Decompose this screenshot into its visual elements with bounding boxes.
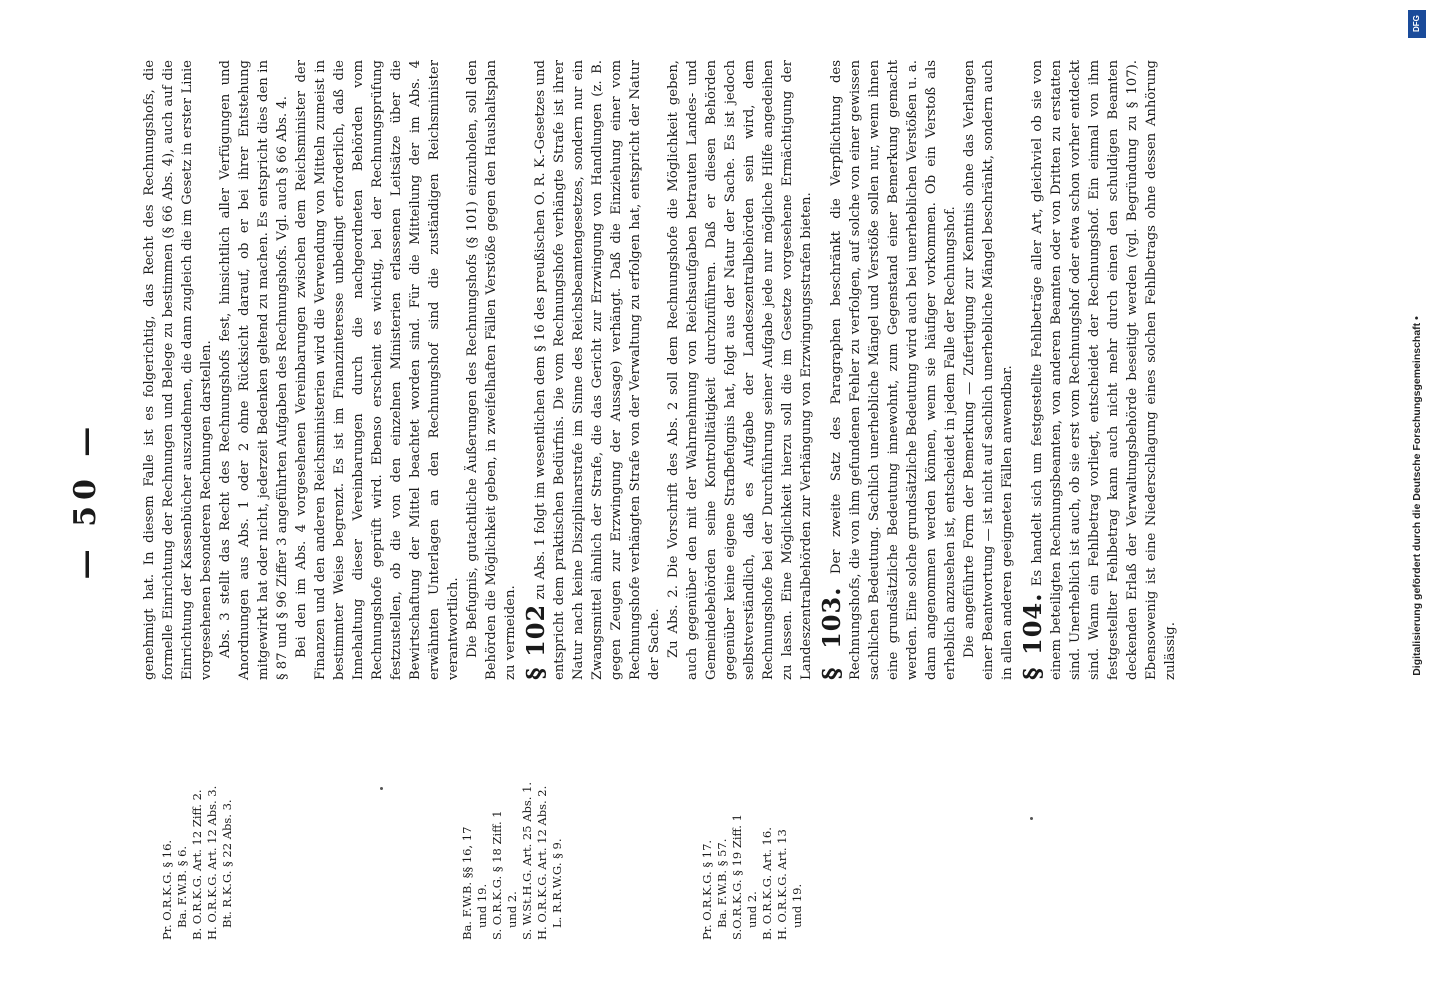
section-102 <box>521 60 816 680</box>
margin-note-line: H. O.R.K.G. Art. 12 Abs. 2. <box>535 785 549 940</box>
margin-note-line: S. O.R.K.G. § 18 Ziff. 1 <box>490 810 504 940</box>
paragraph: Die Befugnis, gutachtliche Äußerungen des Rechnungshofs (§ 101) einzuholen, soll den Behörden die Möglichkeit geben, in zweifelhaften Fällen Verstöße gegen den Haushaltsplan zu vermeiden. <box>465 60 518 680</box>
main-text <box>140 60 1180 680</box>
margin-note-line: Pr. O.R.K.G. § 16. <box>160 839 174 940</box>
margin-note-line: und 19. <box>790 883 804 928</box>
dfg-attribution-strip <box>1400 0 1434 1000</box>
paragraph: Die angeführte Form der Bemerkung — Zufertigung zur Kenntnis ohne das Verlangen einer Beantwortung — ist nicht auf sachlich unerhebliche Mängel beschränkt, sondern auch in allen anderen geeigneten Fällen anwendbar. <box>962 60 1015 680</box>
dfg-logo-icon: DFG <box>1408 10 1426 38</box>
section-heading: § 104. <box>1018 592 1047 680</box>
margin-note-line: H. O.R.K.G. Art. 13 <box>775 829 789 940</box>
margin-note-group-103 <box>460 710 565 940</box>
margin-note-line: H. O.R.K.G. Art. 12 Abs. 3. <box>205 785 219 940</box>
paragraph: Abs. 3 stellt das Recht des Rechnungshofs fest, hinsichtlich aller Verfügungen und Anordnungen aus Abs. 1 oder 2 ohne Rücksicht darauf, ob er bei ihrer Entstehung mitgewirkt hat oder nicht, jederzeit Bedenken geltend zu machen. Es entspricht dies den in § 87 und § 96 Ziffer 3 angeführten Aufgaben des Rechnungshofs. Vgl. auch § 66 Abs. 4. <box>218 60 290 680</box>
speck-mark <box>1030 817 1033 820</box>
margin-note-group-104 <box>700 710 805 940</box>
dfg-caption: Digitalisierung gefördert durch die Deutsche Forschungsgemeinschaft • <box>1411 316 1423 676</box>
margin-note-line: Ba. F.W.B. §§ 16, 17 <box>460 826 474 940</box>
paragraph: Der zweite Satz des Paragraphen beschränkt die Verpflichtung des Rechnungshofs, die von ihm gefundenen Fehler zu verfolgen, auf solche von einer gewissen sachlichen Bedeutung. Sachlich unerhebliche Mängel und Verstöße sollen nur, wenn ihnen eine grundsätzliche Bedeutung innewohnt, zum Gegenstand einer Bemerkung gemacht werden. Eine solche grundsätzliche Bedeutung wird auch bei unerheblichen Verstößen u. a. dann angenommen werden können, wenn sie häufiger vorkommen. Ob ein Verstoß als erheblich anzusehen ist, entscheidet in jedem Falle der Rechnungshof. <box>829 60 958 680</box>
paragraph: Bei den im Abs. 4 vorgesehenen Vereinbarungen zwischen dem Reichsminister der Finanzen und den anderen Reichsministerien wird die Verwendung von Mitteln zumeist in bestimmter Weise begrenzt. Es ist im Finanzinteresse unbedingt erforderlich, daß die Innehaltung dieser Vereinbarungen durch die nachgeordneten Behörden vom Rechnungshofe geprüft wird. Ebenso erscheint es wichtig, bei der Rechnungsprüfung festzustellen, ob die von den einzelnen Ministerien erlassenen Leitsätze über die Bewirtschaftung der Mittel beachtet worden sind. Für die Mitteilung der im Abs. 4 erwähnten Unterlagen an den Rechnungshof sind die zuständigen Reichsminister verantwortlich. <box>294 60 461 680</box>
section-103 <box>817 60 1017 680</box>
margin-note-group-102 <box>160 710 235 940</box>
section-heading: § 102 <box>521 603 550 680</box>
paragraph: zu Abs. 1 folgt im wesentlichen dem § 16 des preußischen O. R. K.-Gesetzes und entspricht dem praktischen Bedürfnis. Die vom Rechnungshofe verhängte Strafe ist ihrer Natur nach keine Disziplinarstrafe im Sinne des Reichsbeamtengesetzes, sondern nur ein Zwangsmittel ähnlich der Strafe, die das Gericht zur Erzwingung von Handlungen (z. B. gegen Zeugen zur Erzwingung der Aussage) verhängt. Daß die Einziehung einer vom Rechnungshofe verhängten Strafe von der Verwaltung zu erfolgen hat, entspricht der Natur der Sache. <box>533 60 662 680</box>
section-heading: § 103. <box>817 586 846 680</box>
margin-note-line: und 2. <box>505 891 519 928</box>
margin-note-line: und 19. <box>475 883 489 928</box>
margin-note-line: L. R.R.W.G. § 9. <box>550 838 564 928</box>
paragraph: Es handelt sich um festgestellte Fehlbeträge aller Art, gleichviel ob sie von einem beteiligten Rechnungsbeamten, von anderen Beamten oder von Dritten zu erstatten sind. Unerheblich ist auch, ob sie erst vom Rechnungshof oder etwa schon vorher entdeckt sind. Wann ein Fehlbetrag vorliegt, entscheidet der Rechnungshof. Ein einmal von ihm festgestellter Fehlbetrag kann auch nicht mehr durch einen den schuldigen Beamten deckenden Erlaß der Verwaltungsbehörde beseitigt werden (vgl. Begründung zu § 107). Ebensowenig ist eine Niederschlagung eines solchen Fehlbetrags ohne dessen Anhörung zulässig. <box>1030 60 1178 680</box>
margin-note-line: und 2. <box>745 891 759 928</box>
section-104 <box>1018 60 1180 680</box>
margin-note-line: Ba. F.W.B. § 57. <box>715 838 729 928</box>
speck-mark <box>380 787 383 790</box>
paragraph: genehmigt hat. In diesem Falle ist es folgerichtig, das Recht des Rechnungshofs, die formelle Einrichtung der Rechnungen und Belege zu bestimmen (§ 66 Abs. 4), auch auf die Einrichtung der Kassenbücher auszudehnen, die dann zugleich die im Gesetz in erster Linie vorgesehenen besonderen Rechnungen darstellen. <box>142 60 214 680</box>
margin-note-line: S.O.R.K.G. § 19 Ziff. 1 <box>730 814 744 940</box>
page-number: — 50 — <box>68 420 103 580</box>
margin-note-line: S. W.St.H.G. Art. 25 Abs. 1. <box>520 781 534 940</box>
margin-note-line: B. O.R.K.G. Art. 16. <box>760 827 774 940</box>
margin-note-line: Pr. O.R.K.G. § 17. <box>700 839 714 940</box>
paragraph: Zu Abs. 2. Die Vorschrift des Abs. 2 soll dem Rechnungshofe die Möglichkeit geben, auch gegenüber den mit der Wahrnehmung von Reichsaufgaben betrauten Landes- und Gemeindebehörden seine Kontrolltätigkeit durchzuführen. Daß er diesen Behörden gegenüber keine eigene Strafbefugnis hat, folgt aus der Natur der Sache. Es ist jedoch selbstverständlich, daß es Aufgabe der Landeszentralbehörden sein wird, dem Rechnungshofe bei der Durchführung seiner Aufgabe jede nur mögliche Hilfe angedeihen zu lassen. Eine Möglichkeit hierzu soll die im Gesetze vorgesehene Ermächtigung der Landeszentralbehörden zur Verhängung von Erzwingungsstrafen bieten. <box>666 60 814 680</box>
margin-note-line: B. O.R.K.G. Art. 12 Ziff. 2. <box>190 789 204 940</box>
margin-note-line: Bt. R.K.G. § 22 Abs. 3. <box>220 799 234 928</box>
margin-note-line: Ba. F.W.B. § 6. <box>175 845 189 928</box>
rotated-book-page <box>40 20 1320 980</box>
